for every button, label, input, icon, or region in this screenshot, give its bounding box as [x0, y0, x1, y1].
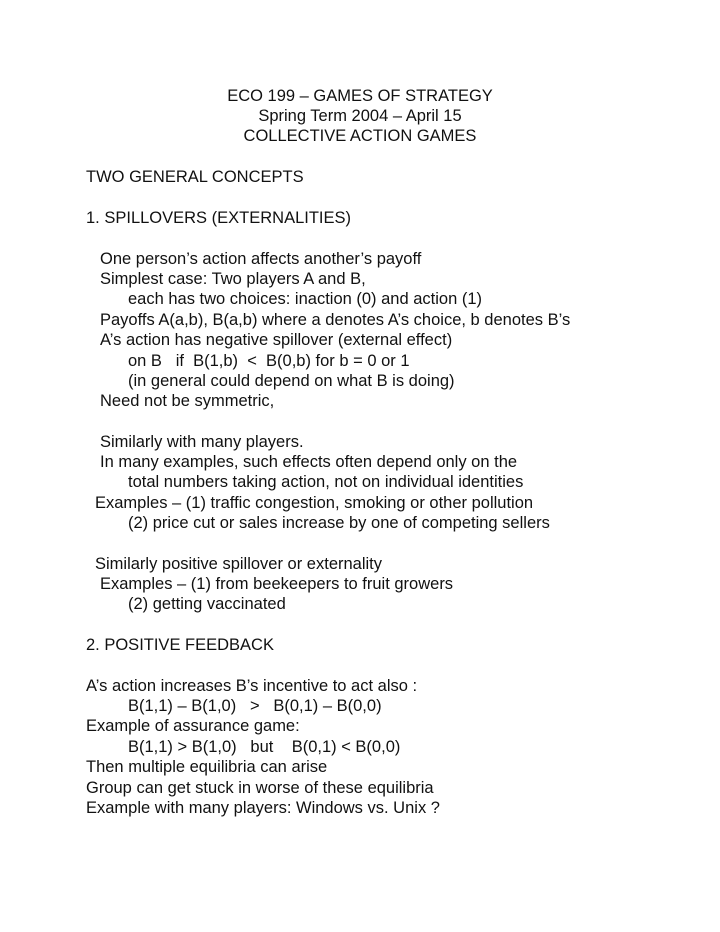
body-line: Example of assurance game:: [86, 717, 300, 735]
body-line: each has two choices: inaction (0) and action (1): [128, 290, 483, 308]
body-line: Examples – (1) from beekeepers to fruit growers: [100, 575, 454, 593]
body-line: Payoffs A(a,b), B(a,b) where a denotes A’s choice, b denotes B’s: [100, 311, 571, 329]
body-line: total numbers taking action, not on individual identities: [128, 473, 524, 491]
body-line: One person’s action affects another’s payoff: [100, 250, 422, 268]
formula-line: B(1,1) – B(1,0) > B(0,1) – B(0,0): [128, 697, 382, 715]
topic-title: COLLECTIVE ACTION GAMES: [243, 127, 477, 145]
body-line: Similarly with many players.: [100, 433, 304, 451]
body-line: Then multiple equilibria can arise: [86, 758, 328, 776]
term-date: Spring Term 2004 – April 15: [258, 107, 462, 125]
section-intro-heading: TWO GENERAL CONCEPTS: [86, 168, 304, 186]
body-line: Simplest case: Two players A and B,: [100, 270, 366, 288]
body-line: A’s action has negative spillover (external effect): [100, 331, 453, 349]
body-line: Group can get stuck in worse of these equilibria: [86, 779, 434, 797]
body-line: Example with many players: Windows vs. Unix ?: [86, 799, 440, 817]
body-line: A’s action increases B’s incentive to act also :: [86, 677, 418, 695]
body-line: Examples – (1) traffic congestion, smoking or other pollution: [95, 494, 534, 512]
body-line: Need not be symmetric,: [100, 392, 275, 410]
body-line: Similarly positive spillover or externality: [95, 555, 383, 573]
body-line: on B if B(1,b) < B(0,b) for b = 0 or 1: [128, 352, 410, 370]
section-spillovers-heading: 1. SPILLOVERS (EXTERNALITIES): [86, 209, 351, 227]
body-line: (2) price cut or sales increase by one of competing sellers: [128, 514, 550, 532]
course-title: ECO 199 – GAMES OF STRATEGY: [227, 87, 493, 105]
formula-line: B(1,1) > B(1,0) but B(0,1) < B(0,0): [128, 738, 401, 756]
body-line: In many examples, such effects often depend only on the: [100, 453, 518, 471]
body-line: (in general could depend on what B is doing): [128, 372, 455, 390]
section-feedback-heading: 2. POSITIVE FEEDBACK: [86, 636, 274, 654]
body-line: (2) getting vaccinated: [128, 595, 286, 613]
